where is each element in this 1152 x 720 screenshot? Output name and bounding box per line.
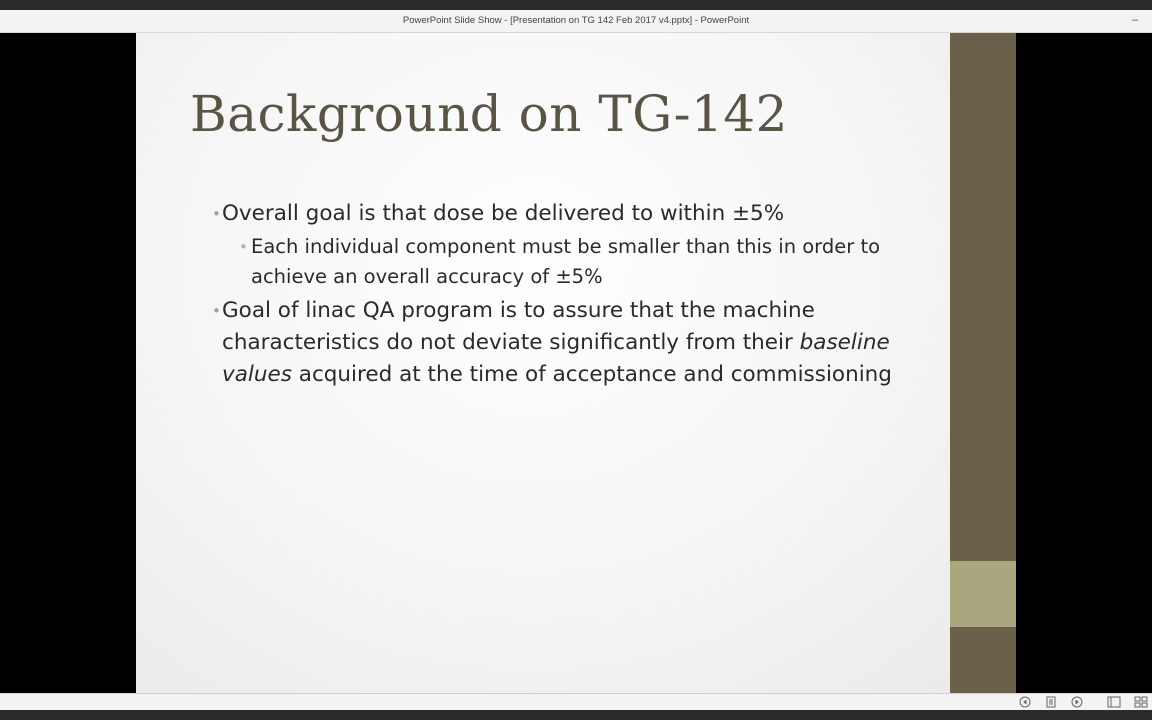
- bullet-item: [212, 198, 912, 230]
- slideshow-stage: [0, 33, 1152, 693]
- previous-slide-icon[interactable]: [1017, 695, 1033, 709]
- bullet-text-start: Goal of linac QA program is to assure that the machine characteristics do not deviate significantly from their: [222, 298, 815, 355]
- slide-title: Background on TG-142: [190, 85, 788, 143]
- bullet-text-end: acquired at the time of acceptance and commissioning: [291, 362, 892, 387]
- sub-bullet-text: Each individual component must be smaller than this in order to achieve an overall accuracy of ±5%: [251, 235, 881, 288]
- slide-menu-icon[interactable]: [1043, 695, 1059, 709]
- slide-decor-accent: [950, 561, 1016, 627]
- bottom-border: [0, 710, 1152, 720]
- bullet-marker: •: [212, 205, 221, 223]
- minimize-button[interactable]: –: [1131, 14, 1139, 26]
- bullet-item: [212, 295, 912, 391]
- bullet-text: Overall goal is that dose be delivered to within ±5%: [222, 201, 785, 226]
- next-slide-icon[interactable]: [1069, 695, 1085, 709]
- window-title: PowerPoint Slide Show - [Presentation on TG 142 Feb 2017 v4.pptx] - PowerPoint: [402, 15, 750, 26]
- slide-body: [212, 198, 912, 393]
- bullet-marker: •: [239, 238, 248, 256]
- slide[interactable]: [136, 33, 1016, 693]
- bullet-marker: •: [212, 302, 221, 320]
- slideshow-statusbar: [0, 693, 1152, 710]
- top-border: [0, 0, 1152, 10]
- bullet-text-emphasis: baseline values: [222, 330, 890, 387]
- slide-sorter-view-icon[interactable]: [1133, 695, 1149, 709]
- normal-view-icon[interactable]: [1106, 695, 1122, 709]
- window-titlebar: [0, 10, 1152, 33]
- sub-bullet-item: [212, 232, 912, 292]
